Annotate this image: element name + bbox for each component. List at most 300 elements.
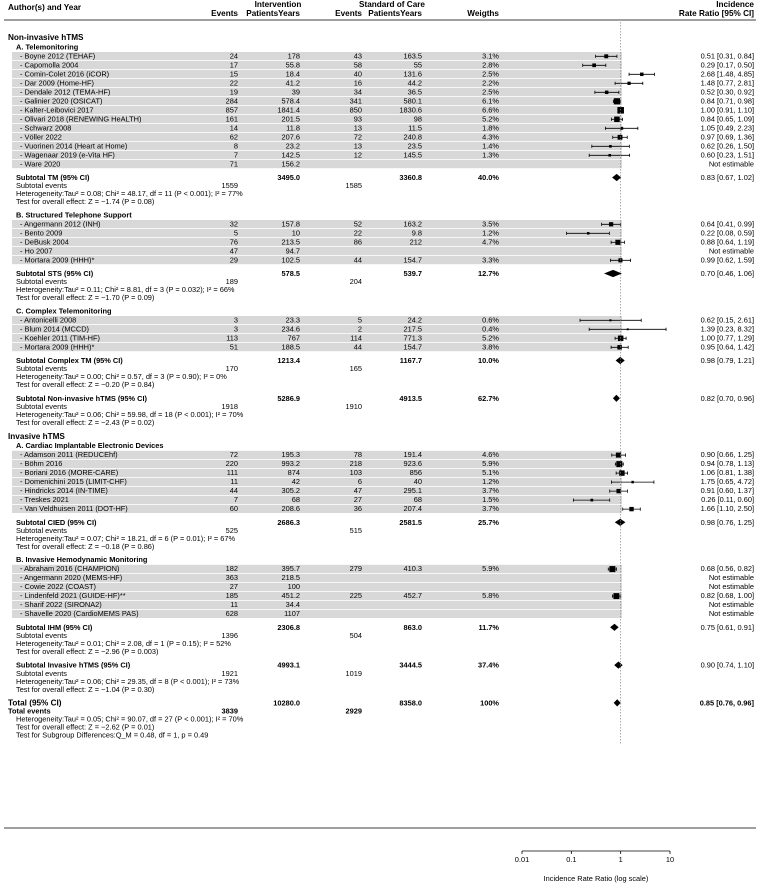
weight-value: 1.4% xyxy=(482,141,499,151)
row-stripe xyxy=(12,229,622,237)
stats-text: Heterogeneity:Tau² = 0.00; Chi² = 0.57, df = 3 (P = 0.90); I² = 0% xyxy=(16,372,227,382)
study-name: - Wagenaar 2019 (e-Vita HF) xyxy=(20,150,115,160)
intervention-patient-years: 5286.9 xyxy=(277,393,300,403)
intervention-patient-years: 213.5 xyxy=(281,237,300,247)
intervention-events: 44 xyxy=(229,486,238,496)
intervention-patient-years: 578.4 xyxy=(281,96,300,106)
subtotal-label: Subtotal CIED (95% CI) xyxy=(16,517,97,527)
study-name: - Van Veldhuisen 2011 (DOT-HF) xyxy=(20,504,128,514)
x-tick-label: 0.1 xyxy=(566,855,577,864)
subtotal-label: Subtotal TM (95% CI) xyxy=(16,173,90,182)
study-name: - Capomolla 2004 xyxy=(20,60,79,70)
study-name: - Hindricks 2014 (IN-TIME) xyxy=(20,486,108,496)
row-stripe xyxy=(12,97,622,105)
header-soc-py: PatientsYears xyxy=(368,9,422,18)
subtotal-diamond xyxy=(604,270,622,277)
weight-value: 5.2% xyxy=(482,333,499,343)
intervention-patient-years: 68 xyxy=(291,495,300,505)
rate-ratio-value: 1.48 [0.77, 2.81] xyxy=(700,78,754,88)
subtotal-diamond xyxy=(616,357,625,364)
intervention-events: 628 xyxy=(225,609,238,619)
soc-patient-years: 11.5 xyxy=(408,123,422,133)
intervention-patient-years: 207.6 xyxy=(281,132,300,142)
intervention-patient-years: 767 xyxy=(287,333,300,343)
subtotal-diamond xyxy=(614,662,622,669)
intervention-patient-years: 94.7 xyxy=(285,246,300,256)
soc-patient-years: 55 xyxy=(413,60,422,70)
weight-value: 5.2% xyxy=(482,114,499,124)
events-intervention: 189 xyxy=(225,277,238,287)
intervention-patient-years: 156.2 xyxy=(281,159,300,169)
stats-text: Subtotal events xyxy=(16,526,67,535)
point-estimate-marker xyxy=(614,98,620,104)
stats-text: Heterogeneity:Tau² = 0.05; Chi² = 90.07, df = 27 (P < 0.001); I² = 70% xyxy=(16,714,244,724)
weight-value: 3.5% xyxy=(482,219,499,229)
intervention-events: 182 xyxy=(225,564,238,574)
soc-patient-years: 771.3 xyxy=(403,333,422,343)
study-name: - Comin-Colet 2016 (iCOR) xyxy=(20,69,110,79)
soc-events: 13 xyxy=(353,123,362,133)
row-stripe xyxy=(12,601,622,609)
intervention-patient-years: 11.8 xyxy=(286,123,300,133)
subgroup-heading: A. Telemonitoring xyxy=(16,42,79,52)
intervention-patient-years: 218.5 xyxy=(281,573,300,583)
study-name: - Cowie 2022 (COAST) xyxy=(20,582,96,592)
intervention-patient-years: 34.4 xyxy=(285,600,300,610)
soc-patient-years: 131.6 xyxy=(403,69,422,79)
point-estimate-marker xyxy=(613,593,619,599)
stats-text: Heterogeneity:Tau² = 0.01; Chi² = 2.08, df = 1 (P = 0.15); I² = 52% xyxy=(16,639,231,648)
intervention-events: 22 xyxy=(229,78,238,88)
soc-patient-years: 2581.5 xyxy=(399,517,422,527)
intervention-events: 19 xyxy=(229,87,238,97)
rate-ratio-value: 0.95 [0.64, 1.42] xyxy=(700,342,754,352)
weight-value: 25.7% xyxy=(478,517,499,527)
soc-events: 13 xyxy=(353,141,362,151)
study-name: - Sharif 2022 (SIRONA2) xyxy=(20,600,102,610)
soc-events: 34 xyxy=(353,87,362,97)
intervention-patient-years: 201.5 xyxy=(281,114,300,124)
stats-text: Subtotal events xyxy=(16,631,67,640)
point-estimate-marker xyxy=(616,453,621,458)
intervention-events: 72 xyxy=(229,450,238,460)
intervention-events: 8 xyxy=(233,141,238,151)
study-name: - Schwarz 2008 xyxy=(20,123,72,133)
soc-events: 12 xyxy=(353,150,362,160)
study-name: - Boyne 2012 (TEHAF) xyxy=(20,51,96,61)
header-weights: Weigths xyxy=(467,9,499,18)
soc-events: 103 xyxy=(349,468,362,478)
intervention-events: 3 xyxy=(233,324,238,334)
study-name: - Ware 2020 xyxy=(20,159,61,169)
soc-patient-years: 3360.8 xyxy=(399,173,422,182)
weight-value: 6.1% xyxy=(482,96,499,106)
point-estimate-marker xyxy=(590,499,593,502)
study-name: - Blum 2014 (MCCD) xyxy=(20,324,89,334)
intervention-patient-years: 208.6 xyxy=(281,504,300,514)
soc-patient-years: 856 xyxy=(409,468,422,478)
intervention-events: 76 xyxy=(229,237,238,247)
rate-ratio-value: 0.60 [0.23, 1.51] xyxy=(700,150,754,160)
study-name: - Mortara 2009 (HHH)* xyxy=(20,342,95,352)
weight-value: 0.6% xyxy=(482,315,499,325)
soc-events: 44 xyxy=(353,255,362,265)
soc-events: 72 xyxy=(353,132,362,142)
study-name: - Abraham 2016 (CHAMPION) xyxy=(20,564,120,574)
soc-events: 218 xyxy=(349,459,362,469)
study-name: - Angermann 2012 (INH) xyxy=(20,219,101,229)
intervention-events: 71 xyxy=(229,159,238,169)
weight-value: 100% xyxy=(480,698,499,708)
soc-patient-years: 24.2 xyxy=(407,315,422,325)
row-stripe xyxy=(12,460,622,468)
row-stripe xyxy=(12,106,622,114)
soc-events: 40 xyxy=(353,69,362,79)
stats-text: Test for overall effect: Z = −0.18 (P = 0.86) xyxy=(16,542,155,551)
weight-value: 3.7% xyxy=(482,504,499,514)
row-stripe xyxy=(12,160,622,168)
intervention-patient-years: 3495.0 xyxy=(277,173,300,182)
header-soc-events: Events xyxy=(335,9,362,18)
intervention-patient-years: 157.8 xyxy=(281,219,300,229)
row-stripe xyxy=(12,316,622,324)
events-intervention: 1921 xyxy=(221,668,238,678)
row-stripe xyxy=(12,334,622,342)
study-name: - Ho 2007 xyxy=(20,246,53,256)
point-estimate-marker xyxy=(615,240,620,245)
stats-text: Test for overall effect: Z = −1.04 (P = 0.30) xyxy=(16,684,155,694)
soc-patient-years: 154.7 xyxy=(403,255,422,265)
soc-patient-years: 1830.6 xyxy=(399,105,422,115)
soc-events: 93 xyxy=(353,114,362,124)
intervention-events: 284 xyxy=(225,96,238,106)
soc-events: 47 xyxy=(353,486,362,496)
intervention-events: 24 xyxy=(229,51,238,61)
rate-ratio-value: 0.29 [0.17, 0.50] xyxy=(700,60,754,70)
intervention-patient-years: 305.2 xyxy=(281,486,300,496)
subtotal-diamond xyxy=(610,624,619,631)
soc-patient-years: 207.4 xyxy=(403,504,422,514)
subgroup-heading: B. Invasive Hemodynamic Monitoring xyxy=(16,555,148,565)
row-stripe xyxy=(12,325,622,333)
stats-text: Test for Subgroup Differences:Q_M = 0.48, df = 1, p = 0.49 xyxy=(16,730,209,740)
soc-patient-years: 539.7 xyxy=(403,269,422,278)
weight-value: 62.7% xyxy=(478,393,499,403)
intervention-events: 32 xyxy=(229,219,238,229)
rate-ratio-value: 0.75 [0.61, 0.91] xyxy=(700,622,754,632)
study-name: - Vuorinen 2014 (Heart at Home) xyxy=(20,141,128,151)
point-estimate-marker xyxy=(627,82,630,85)
soc-events: 850 xyxy=(349,105,362,115)
stats-text: Subtotal events xyxy=(16,181,67,191)
soc-events: 36 xyxy=(353,504,362,514)
point-estimate-marker xyxy=(619,470,624,475)
soc-events: 22 xyxy=(353,228,362,238)
subgroup-heading: A. Cardiac Implantable Electronic Devices xyxy=(16,441,164,451)
study-name: - DeBusk 2004 xyxy=(20,237,69,247)
point-estimate-marker xyxy=(609,566,615,572)
soc-patient-years: 1167.7 xyxy=(399,356,422,365)
weight-value: 2.8% xyxy=(482,60,499,70)
weight-value: 3.8% xyxy=(482,342,499,352)
stats-text: Heterogeneity:Tau² = 0.06; Chi² = 59.98, df = 18 (P < 0.001); I² = 70% xyxy=(16,410,244,419)
rate-ratio-value: Not estimable xyxy=(708,246,754,256)
intervention-patient-years: 993.2 xyxy=(281,459,300,469)
intervention-patient-years: 1213.4 xyxy=(277,356,300,365)
point-estimate-marker xyxy=(627,328,629,330)
weight-value: 5.9% xyxy=(482,564,499,574)
total-diamond xyxy=(614,699,621,706)
intervention-patient-years: 178 xyxy=(287,51,300,61)
intervention-patient-years: 451.2 xyxy=(281,591,300,601)
point-estimate-marker xyxy=(587,232,590,235)
group-heading: Invasive hTMS xyxy=(8,431,65,441)
total-label: Total (95% CI) xyxy=(8,698,62,708)
stats-text: Subtotal events xyxy=(16,402,67,411)
soc-patient-years: 212 xyxy=(409,237,422,247)
soc-patient-years: 3444.5 xyxy=(399,660,422,670)
x-tick-label: 10 xyxy=(665,855,675,864)
subtotal-label: Subtotal Non-invasive hTMS (95% CI) xyxy=(16,393,147,403)
soc-patient-years: 580.1 xyxy=(403,96,422,106)
soc-patient-years: 68 xyxy=(413,495,422,505)
study-name: - Galinier 2020 (OSICAT) xyxy=(20,96,103,106)
rate-ratio-value: 0.26 [0.11, 0.60] xyxy=(701,495,754,505)
intervention-patient-years: 100 xyxy=(287,582,300,592)
row-stripe xyxy=(12,247,622,255)
intervention-patient-years: 2306.8 xyxy=(277,622,300,632)
header-rr-1: Incidence xyxy=(716,0,754,9)
soc-patient-years: 40 xyxy=(413,477,422,487)
rate-ratio-value: 0.51 [0.31, 0.84] xyxy=(700,51,754,61)
intervention-patient-years: 1841.4 xyxy=(277,105,300,115)
point-estimate-marker xyxy=(631,481,634,484)
stats-text: Test for overall effect: Z = −2.62 (P = 0.01) xyxy=(16,722,155,732)
subtotal-diamond xyxy=(613,395,620,402)
row-stripe xyxy=(12,220,622,228)
study-name: - Koehler 2011 (TIM-HF) xyxy=(20,333,100,343)
intervention-events: 15 xyxy=(229,69,238,79)
events-soc: 165 xyxy=(349,364,362,374)
point-estimate-marker xyxy=(614,117,620,123)
row-stripe xyxy=(12,238,622,246)
header-intervention: Intervention xyxy=(254,0,302,9)
study-name: - Lindenfeld 2021 (GUIDE-HF)** xyxy=(20,591,126,601)
intervention-events: 17 xyxy=(229,60,238,70)
study-name: - Domenichini 2015 (LIMIT-CHF) xyxy=(20,477,127,487)
point-estimate-marker xyxy=(592,63,596,67)
weight-value: 5.1% xyxy=(482,468,499,478)
row-stripe xyxy=(12,52,622,60)
point-estimate-marker xyxy=(609,145,612,148)
weight-value: 4.7% xyxy=(482,237,499,247)
soc-patient-years: 217.5 xyxy=(403,324,422,334)
stats-text: Test for overall effect: Z = −1.70 (P = 0.09) xyxy=(16,293,155,303)
study-name: - Böhm 2016 xyxy=(20,459,63,469)
intervention-patient-years: 55.8 xyxy=(285,60,300,70)
events-soc: 504 xyxy=(349,631,362,640)
stats-text: Test for overall effect: Z = −1.74 (P = 0.08) xyxy=(16,197,155,207)
weight-value: 5.8% xyxy=(482,591,499,601)
rate-ratio-value: 0.82 [0.68, 1.00] xyxy=(700,591,754,601)
x-axis-title: Incidence Rate Ratio (log scale) xyxy=(543,874,649,883)
study-name: - Antonicelli 2008 xyxy=(20,315,77,325)
intervention-events: 857 xyxy=(225,105,238,115)
subtotal-diamond xyxy=(615,519,626,526)
intervention-patient-years: 874 xyxy=(287,468,300,478)
soc-events: 86 xyxy=(353,237,362,247)
intervention-patient-years: 2686.3 xyxy=(277,517,300,527)
events-intervention: 170 xyxy=(225,364,238,374)
intervention-events: 220 xyxy=(225,459,238,469)
soc-events: 44 xyxy=(353,342,362,352)
row-stripe xyxy=(12,124,622,132)
stats-text: Test for overall effect: Z = −2.96 (P = 0.003) xyxy=(16,647,159,656)
intervention-patient-years: 41.2 xyxy=(285,78,300,88)
rate-ratio-value: 0.98 [0.76, 1.25] xyxy=(700,517,754,527)
x-tick-label: 1 xyxy=(618,855,623,864)
x-tick-label: 0.01 xyxy=(514,855,530,864)
rate-ratio-value: 0.90 [0.66, 1.25] xyxy=(700,450,754,460)
soc-patient-years: 452.7 xyxy=(403,591,422,601)
intervention-events: 51 xyxy=(229,342,238,352)
soc-patient-years: 163.2 xyxy=(403,219,422,229)
rate-ratio-value: 0.82 [0.70, 0.96] xyxy=(700,393,754,403)
rate-ratio-value: 0.62 [0.26, 1.50] xyxy=(700,141,754,151)
events-intervention: 1396 xyxy=(221,631,238,640)
group-heading: Non-invasive hTMS xyxy=(8,33,84,42)
study-name: - Shavelle 2020 (CardioMEMS PAS) xyxy=(20,609,139,619)
rate-ratio-value: 0.22 [0.08, 0.59] xyxy=(700,228,754,238)
stats-text: Subtotal events xyxy=(16,668,67,678)
study-name: - Mortara 2009 (HHH)* xyxy=(20,255,95,265)
row-stripe xyxy=(12,256,622,264)
rate-ratio-value: 0.98 [0.79, 1.21] xyxy=(700,356,754,365)
subtotal-diamond xyxy=(612,174,621,181)
rate-ratio-value: 1.05 [0.49, 2.23] xyxy=(700,123,754,133)
rate-ratio-value: 1.00 [0.77, 1.29] xyxy=(700,333,754,343)
stats-text: Subtotal events xyxy=(16,277,67,287)
events-soc: 1585 xyxy=(345,181,362,191)
study-name: - Bento 2009 xyxy=(20,228,63,238)
intervention-patient-years: 102.5 xyxy=(281,255,300,265)
soc-events: 279 xyxy=(349,564,362,574)
soc-patient-years: 191.4 xyxy=(403,450,422,460)
rate-ratio-value: 0.97 [0.69, 1.36] xyxy=(700,132,754,142)
intervention-patient-years: 395.7 xyxy=(281,564,300,574)
rate-ratio-value: 0.88 [0.64, 1.19] xyxy=(700,237,754,247)
point-estimate-marker xyxy=(629,507,633,511)
rate-ratio-value: 0.83 [0.67, 1.02] xyxy=(700,173,754,182)
soc-patient-years: 154.7 xyxy=(403,342,422,352)
soc-events: 341 xyxy=(349,96,362,106)
soc-events: 2 xyxy=(357,324,362,334)
weight-value: 4.6% xyxy=(482,450,499,460)
intervention-patient-years: 1107 xyxy=(284,609,300,619)
subtotal-label: Subtotal Invasive hTMS (95% CI) xyxy=(16,660,131,670)
rate-ratio-value: Not estimable xyxy=(708,582,754,592)
intervention-events: 29 xyxy=(229,255,238,265)
rate-ratio-value: 0.94 [0.78, 1.13] xyxy=(700,459,754,469)
intervention-events: 5 xyxy=(233,228,238,238)
soc-patient-years: 98 xyxy=(413,114,422,124)
intervention-patient-years: 234.6 xyxy=(281,324,300,334)
events-intervention: 1559 xyxy=(221,181,238,191)
soc-patient-years: 145.5 xyxy=(403,150,422,160)
row-stripe xyxy=(12,583,622,591)
intervention-events: 363 xyxy=(225,573,238,583)
weight-value: 3.7% xyxy=(482,486,499,496)
point-estimate-marker xyxy=(617,345,621,349)
rate-ratio-value: Not estimable xyxy=(708,600,754,610)
rate-ratio-value: 1.66 [1.10, 2.50] xyxy=(700,504,754,514)
rate-ratio-value: 1.06 [0.81, 1.38] xyxy=(700,468,754,478)
weight-value: 6.6% xyxy=(482,105,499,115)
study-name: - Dendale 2012 (TEMA-HF) xyxy=(20,87,111,97)
point-estimate-marker xyxy=(605,91,608,94)
soc-patient-years: 9.8 xyxy=(411,228,422,238)
header-int-py: PatientsYears xyxy=(246,9,300,18)
rate-ratio-value: Not estimable xyxy=(708,573,754,583)
soc-patient-years: 44.2 xyxy=(407,78,422,88)
intervention-events: 161 xyxy=(225,114,238,124)
soc-patient-years: 8358.0 xyxy=(399,698,422,708)
rate-ratio-value: 0.91 [0.60, 1.37] xyxy=(700,486,754,496)
weight-value: 1.2% xyxy=(482,228,499,238)
weight-value: 1.3% xyxy=(482,150,499,160)
soc-events: 114 xyxy=(350,333,362,343)
stats-text: Heterogeneity:Tau² = 0.11; Chi² = 8.81, df = 3 (P = 0.032); I² = 66% xyxy=(16,285,235,295)
row-stripe xyxy=(12,133,622,141)
soc-patient-years: 240.8 xyxy=(403,132,422,142)
point-estimate-marker xyxy=(608,154,611,157)
rate-ratio-value: Not estimable xyxy=(708,159,754,169)
weight-value: 2.5% xyxy=(482,87,499,97)
study-name: - Boriani 2016 (MORE-CARE) xyxy=(20,468,119,478)
intervention-events: 47 xyxy=(229,246,238,256)
soc-events: 78 xyxy=(353,450,362,460)
stats-text: Heterogeneity:Tau² = 0.08; Chi² = 48.17, df = 11 (P < 0.001); I² = 77% xyxy=(16,189,243,199)
point-estimate-marker xyxy=(616,489,620,493)
intervention-events: 111 xyxy=(226,468,238,478)
soc-events: 52 xyxy=(353,219,362,229)
point-estimate-marker xyxy=(604,54,608,58)
intervention-events: 60 xyxy=(229,504,238,514)
intervention-patient-years: 23.2 xyxy=(285,141,300,151)
rate-ratio-value: 0.99 [0.62, 1.59] xyxy=(700,255,754,265)
weight-value: 3.3% xyxy=(482,255,499,265)
intervention-events: 11 xyxy=(230,600,238,610)
header-study: Author(s) and Year xyxy=(8,3,82,12)
point-estimate-marker xyxy=(609,319,611,321)
point-estimate-marker xyxy=(616,461,622,467)
soc-events: 16 xyxy=(353,78,362,88)
study-name: - Völler 2022 xyxy=(20,132,62,142)
rate-ratio-value: 1.00 [0.91, 1.10] xyxy=(700,105,754,115)
soc-patient-years: 4913.5 xyxy=(399,393,422,403)
study-name: - Adamson 2011 (REDUCEhf) xyxy=(20,450,118,460)
soc-events: 225 xyxy=(349,591,362,601)
weight-value: 2.5% xyxy=(482,69,499,79)
soc-patient-years: 295.1 xyxy=(403,486,422,496)
study-name: - Treskes 2021 xyxy=(20,495,69,505)
total-events-label: Total events xyxy=(8,706,51,716)
study-name: - Dar 2009 (Home-HF) xyxy=(20,78,94,88)
rate-ratio-value: 1.75 [0.65, 4.72] xyxy=(700,477,754,487)
intervention-patient-years: 4993.1 xyxy=(277,660,300,670)
intervention-events: 62 xyxy=(229,132,238,142)
point-estimate-marker xyxy=(640,73,643,76)
